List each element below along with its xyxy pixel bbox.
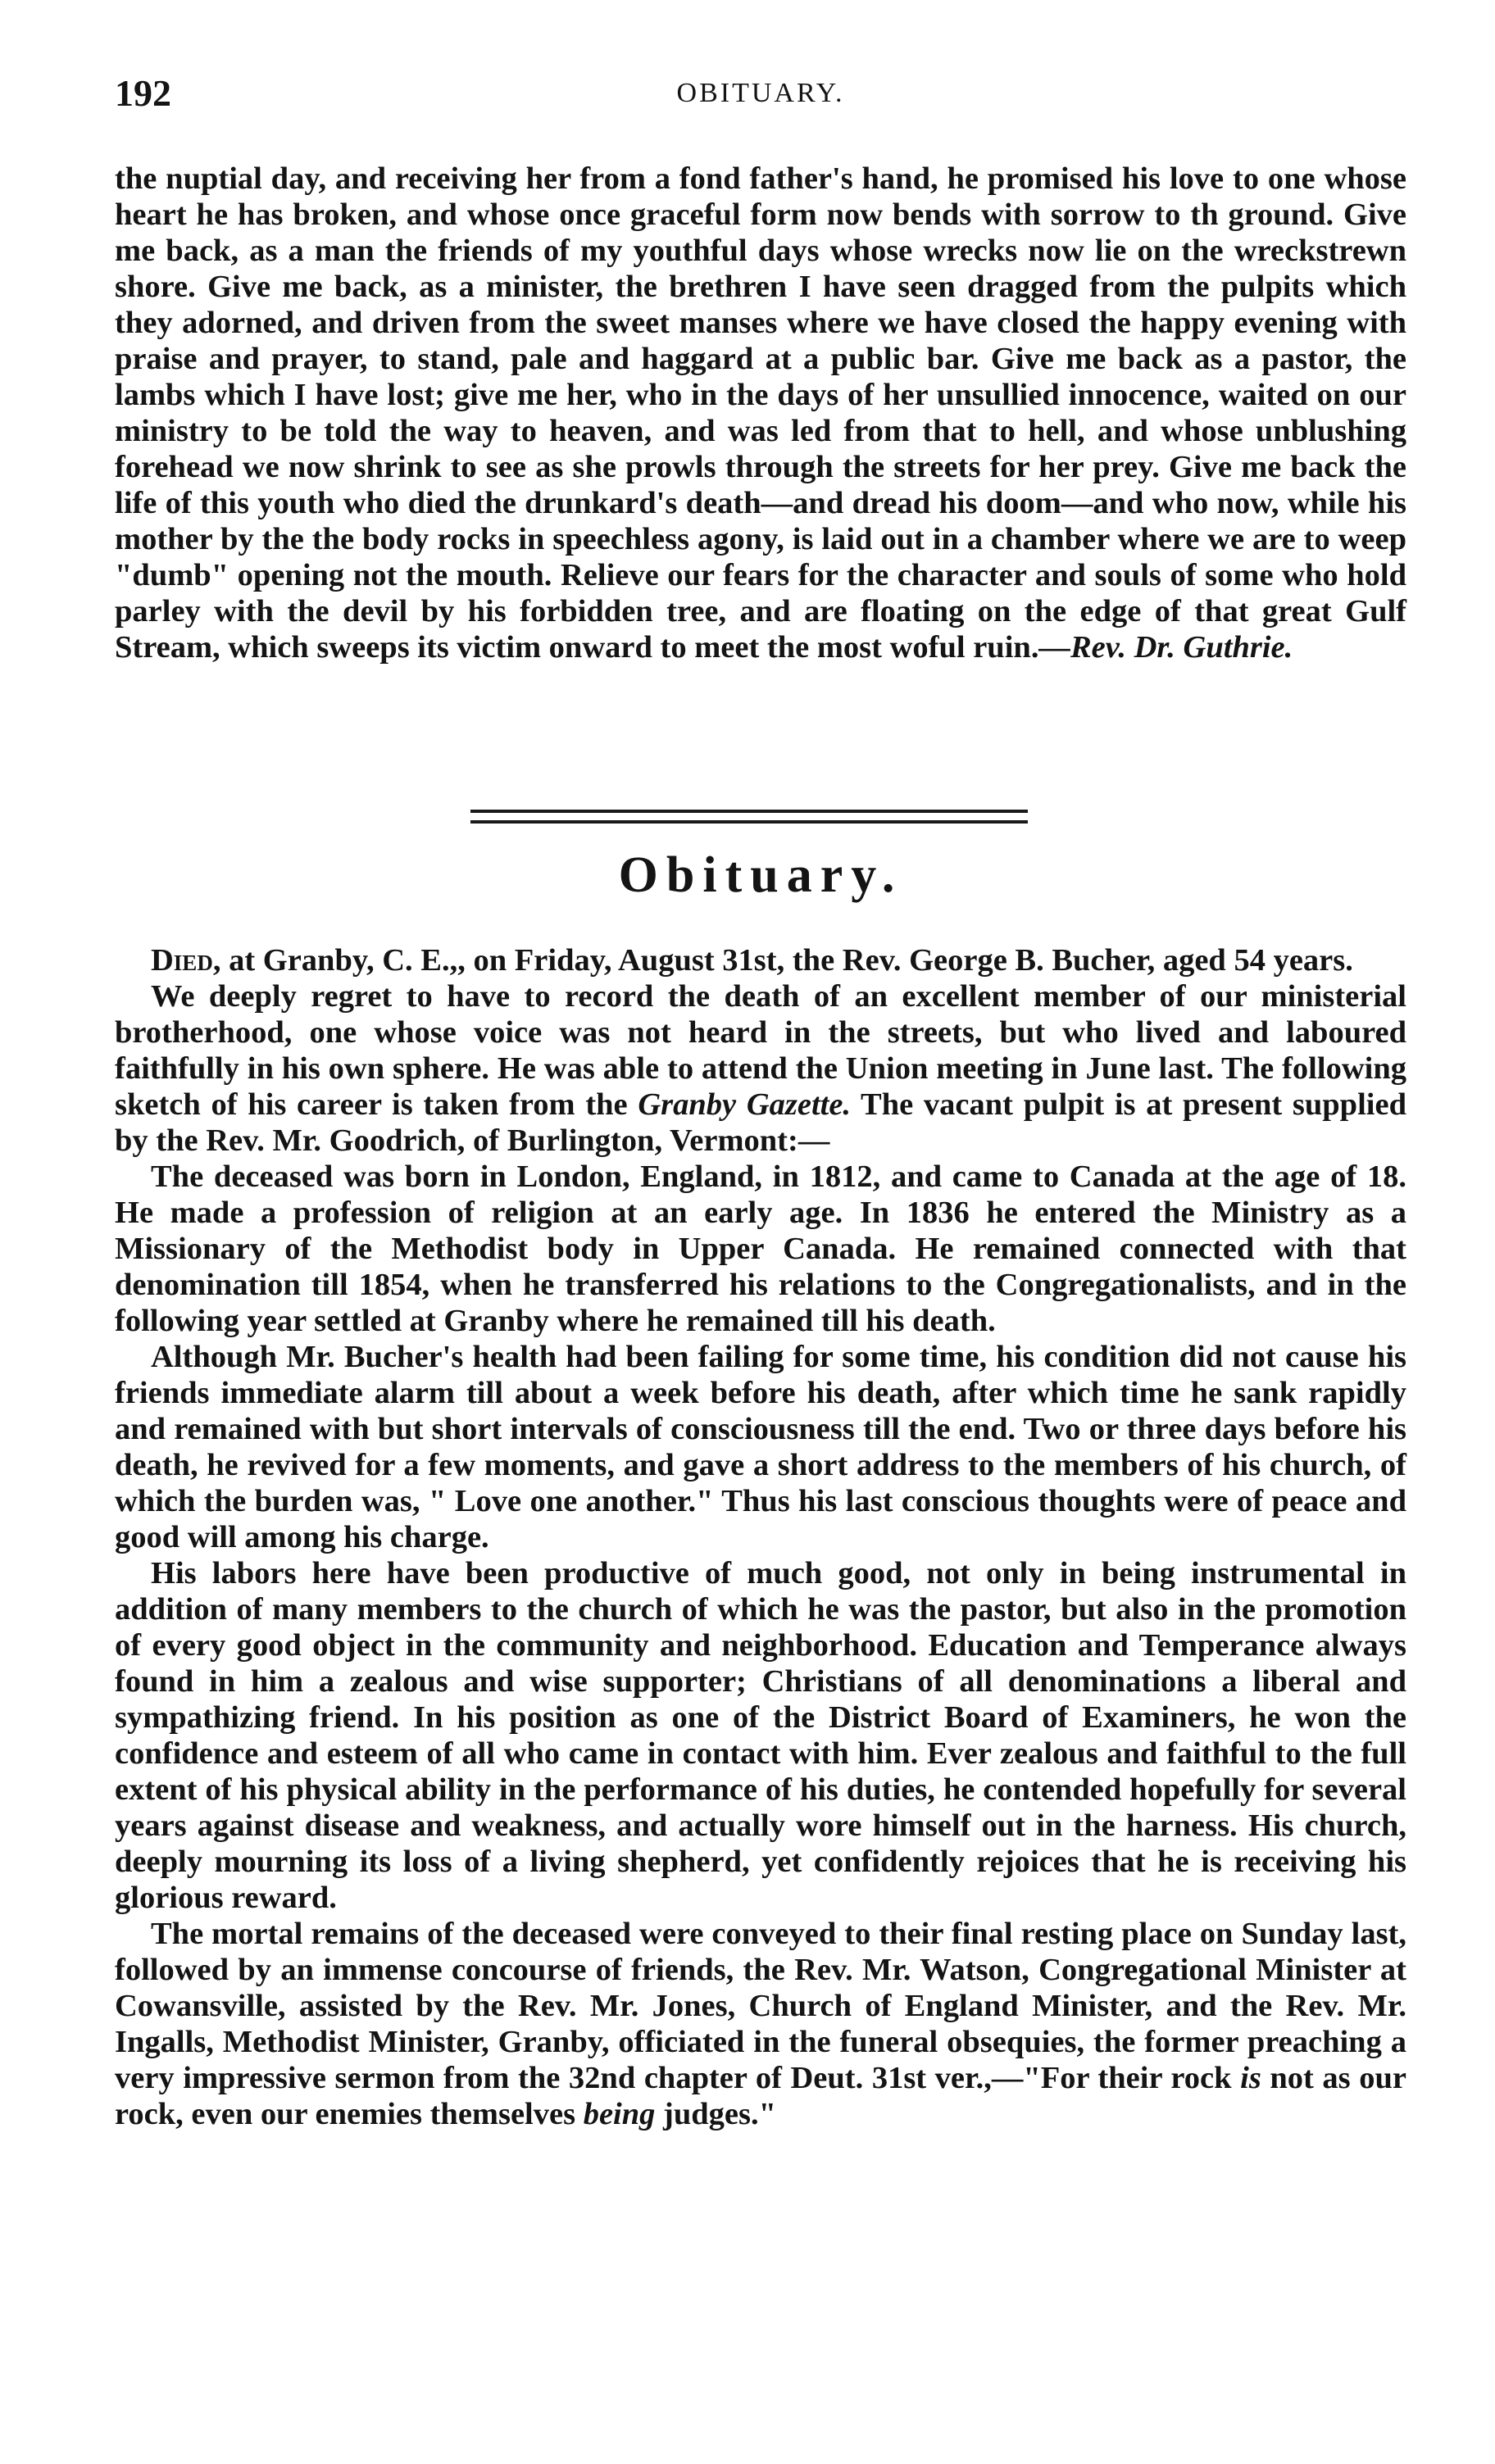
page-number: 192	[115, 72, 171, 114]
obituary-paragraph: Although Mr. Bucher's health had been failing for some time, his condition did not cause his friends immediate alarm till about a week before his death, after which time he sank rapidly and remained with but short intervals of consciousness till the end. Two or three days before his death, he revived for a few moments, and gave a short address to the members of his church, of which the burden was, " Love one another." Thus his last conscious thoughts were of peace and good will among his charge.	[115, 1340, 1406, 1554]
source-title: Granby Gazette.	[638, 1087, 852, 1122]
italic-word: being	[583, 2097, 656, 2131]
page-header	[115, 67, 1406, 120]
obituary-paragraph: The deceased was born in London, England, in 1812, and came to Canada at the age of 18. He made a profession of religion at an early age. In 1836 he entered the Ministry as a Missionary of the Methodist body in Upper Canada. He remained connected with that denomination till 1854, when he transferred his relations to the Congregationalists, and in the following year settled at Granby where he remained till his death.	[115, 1159, 1406, 1338]
excerpt-attribution: —Rev. Dr. Guthrie.	[1038, 630, 1293, 665]
italic-word: is	[1240, 2061, 1261, 2095]
excerpt-paragraph	[115, 161, 1406, 665]
paragraph-text: The vacant pulpit is at present supplied by the Rev. Mr. Goodrich, of Burlington, Vermont:—	[115, 1087, 1406, 1158]
paragraph-text: We deeply regret to have to record the death of an excellent member of our ministerial brotherhood, one whose voice was not heard in the streets, but who lived and laboured faithfully in his own sphere. He was able to attend the Union meeting in June last. The following sketch of his career is taken from the	[115, 979, 1406, 1122]
guthrie-excerpt	[115, 161, 1406, 665]
section-divider-bottom	[470, 820, 1028, 824]
obituary-paragraph	[115, 1916, 1406, 2132]
paragraph-text: judges."	[655, 2097, 776, 2131]
death-notice-text: , at Granby, C. E.,, on Friday, August 31st, the Rev. George B. Bucher, aged 54 years.	[212, 943, 1353, 978]
obituary-body	[115, 942, 1406, 2132]
section-title: Obituary.	[618, 847, 903, 903]
obituary-paragraph	[115, 978, 1406, 1159]
paragraph-text: not as our rock, even our enemies themselves	[115, 2061, 1406, 2131]
obituary-paragraph: His labors here have been productive of much good, not only in being instrumental in addition of many members to the church of which he was the pastor, but also in the promotion of every good object in the community and neighborhood. Education and Temperance always found in him a zealous and wise supporter; Christians of all denominations a liberal and sympathizing friend. In his position as one of the District Board of Examiners, he won the confidence and esteem of all who came in contact with him. Ever zealous and faithful to the full extent of his physical ability in the performance of his duties, he contended hopefully for several years against disease and weakness, and actually wore himself out in the harness. His church, deeply mourning its loss of a living shepherd, yet confidently rejoices that he is receiving his glorious reward.	[115, 1556, 1406, 1915]
excerpt-text: the nuptial day, and receiving her from a fond father's hand, he promised his love to one whose heart he has broken, and whose once graceful form now bends with sorrow to th ground. Give me back, as a man the friends of my youthful days whose wrecks now lie on the wreckstrewn shore. Give me back, as a minister, the brethren I have seen dragged from the pulpits which they adorned, and driven from the sweet manses where we have closed the happy evening with praise and prayer, to stand, pale and haggard at a public bar. Give me back as a pastor, the lambs which I have lost; give me her, who in the days of her unsullied innocence, waited on our ministry to be told the way to heaven, and was led from that to hell, and whose unblushing forehead we now shrink to see as she prowls through the streets for her prey. Give me back the life of this youth who died the drunkard's death—and dread his doom—and who now, while his mother by the the body rocks in speechless agony, is laid out in a chamber where we are to weep "dumb" opening not the mouth. Relieve our fears for the character and souls of some who hold parley with the devil by his forbidden tree, and are floating on the edge of that great Gulf Stream, which sweeps its victim onward to meet the most woful ruin.	[115, 161, 1406, 665]
paragraph-text: The mortal remains of the deceased were conveyed to their final resting place on Sunday last, followed by an immense concourse of friends, the Rev. Mr. Watson, Congregational Minister at Cowansville, assisted by the Rev. Mr. Jones, Church of England Minister, and the Rev. Mr. Ingalls, Methodist Minister, Granby, officiated in the funeral obsequies, the former preaching a very impressive sermon from the 32nd chapter of Deut. 31st ver.,—"For their rock	[115, 1917, 1406, 2095]
death-notice	[115, 942, 1406, 978]
running-title: OBITUARY.	[676, 78, 845, 108]
died-word: Died	[151, 943, 213, 978]
section-divider-top	[470, 810, 1028, 813]
